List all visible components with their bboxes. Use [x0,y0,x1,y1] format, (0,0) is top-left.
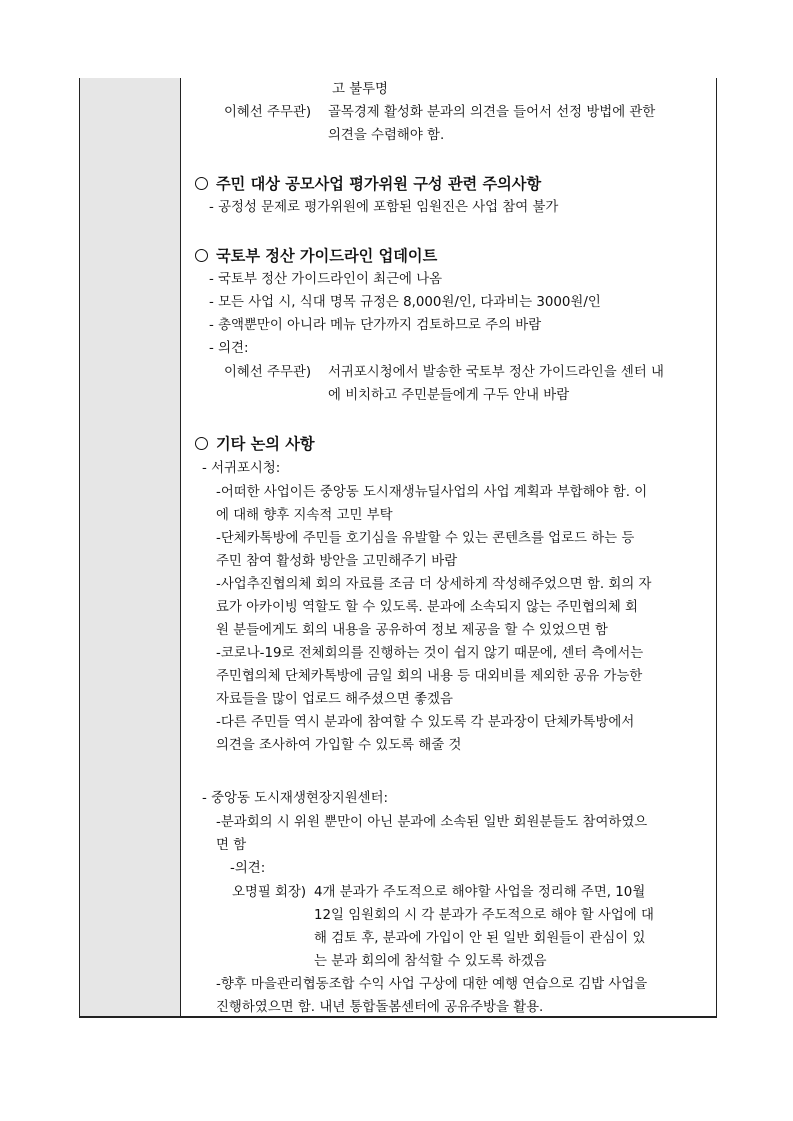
opinion-line: 골목경제 활성화 분과의 의견을 들어서 선정 방법에 관한 [328,105,656,120]
section-heading: 국토부 정산 가이드라인 업데이트 [195,246,437,266]
group-label: - 중앙동 도시재생현장지원센터: [202,791,389,806]
bullet-line: - 총액뿐만이 아니라 메뉴 단가까지 검토하므로 주의 바람 [209,318,542,333]
list-item: 의견을 조사하여 가입할 수 있도록 해줄 것 [216,738,462,753]
list-item: 에 대해 향후 지속적 고민 부탁 [216,508,393,523]
circle-bullet-icon [195,249,208,262]
list-item: 원 분들에게도 회의 내용을 공유하여 정보 제공을 할 수 있었으면 함 [216,623,608,638]
opinion-speaker: 이혜선 주무관) [224,365,312,380]
list-item: -다른 주민들 역시 분과에 참여할 수 있도록 각 분과장이 단체카톡방에서 [216,715,635,730]
section-heading: 주민 대상 공모사업 평가위원 구성 관련 주의사항 [195,174,541,194]
opinion-line: 12일 임원회의 시 각 분과가 주도적으로 해야 할 사업에 대 [314,908,654,923]
circle-bullet-icon [195,437,208,450]
opinion-label: -의견: [230,861,266,876]
list-item: 주민협의체 단체카톡방에 금일 회의 내용 등 대외비를 제외한 공유 가능한 [216,669,643,684]
continued-text: 고 불투명 [332,82,388,97]
opinion-line: 서귀포시청에서 발송한 국토부 정산 가이드라인을 센터 내 [328,365,664,380]
opinion-speaker: 오명필 회장) [232,885,307,900]
list-item: -어떠한 사업이든 중앙동 도시재생뉴딜사업의 사업 계획과 부합해야 함. 이 [216,485,648,500]
list-item: -단체카톡방에 주민들 호기심을 유발할 수 있는 콘텐츠를 업로드 하는 등 [216,531,635,546]
bullet-line: - 국토부 정산 가이드라인이 최근에 나옴 [209,272,443,287]
content-cell [182,78,716,1016]
opinion-line: 는 분과 회의에 참석할 수 있도록 하겠음 [314,954,547,969]
list-item: 주민 참여 활성화 방안을 고민해주기 바람 [216,554,458,569]
list-item: -향후 마을관리협동조합 수익 사업 구상에 대한 예행 연습으로 김밥 사업을 [216,977,648,992]
bullet-line: - 모든 사업 시, 식대 명목 규정은 8,000원/인, 다과비는 3000원/인 [209,295,601,310]
opinion-line: 해 검토 후, 분과에 가입이 안 된 일반 회원들이 관심이 있 [314,931,646,946]
opinion-speaker: 이혜선 주무관) [224,105,312,120]
list-item: -분과회의 시 위원 뿐만이 아닌 분과에 소속된 일반 회원분들도 참여하였으 [216,815,648,830]
group-label: - 서귀포시청: [202,461,281,476]
list-item: 료가 아카이빙 역할도 할 수 있도록. 분과에 소속되지 않는 주민협의체 회 [216,600,638,615]
opinion-line: 에 비치하고 주민분들에게 구두 안내 바람 [328,388,570,403]
list-item: 진행하였으면 함. 내년 통합돌봄센터에 공유주방을 활용. [216,1000,544,1015]
list-item: 면 함 [216,838,247,853]
list-item: -코로나-19로 전체회의를 진행하는 것이 쉽지 않기 때문에, 센터 측에서는 [216,646,644,661]
opinion-line: 4개 분과가 주도적으로 해야할 사업을 정리해 주면, 10월 [314,885,646,900]
bullet-line: - 공정성 문제로 평가위원에 포함된 임원진은 사업 참여 불가 [209,200,559,215]
list-item: 자료들을 많이 업로드 해주셨으면 좋겠음 [216,692,453,707]
circle-bullet-icon [195,177,208,190]
opinion-line: 의견을 수렴해야 함. [328,128,445,143]
section-heading: 기타 논의 사항 [195,434,315,454]
bullet-line: - 의견: [209,341,249,356]
label-column [80,78,181,1016]
list-item: -사업추진협의체 회의 자료를 조금 더 상세하게 작성해주었으면 함. 회의 자 [216,577,652,592]
